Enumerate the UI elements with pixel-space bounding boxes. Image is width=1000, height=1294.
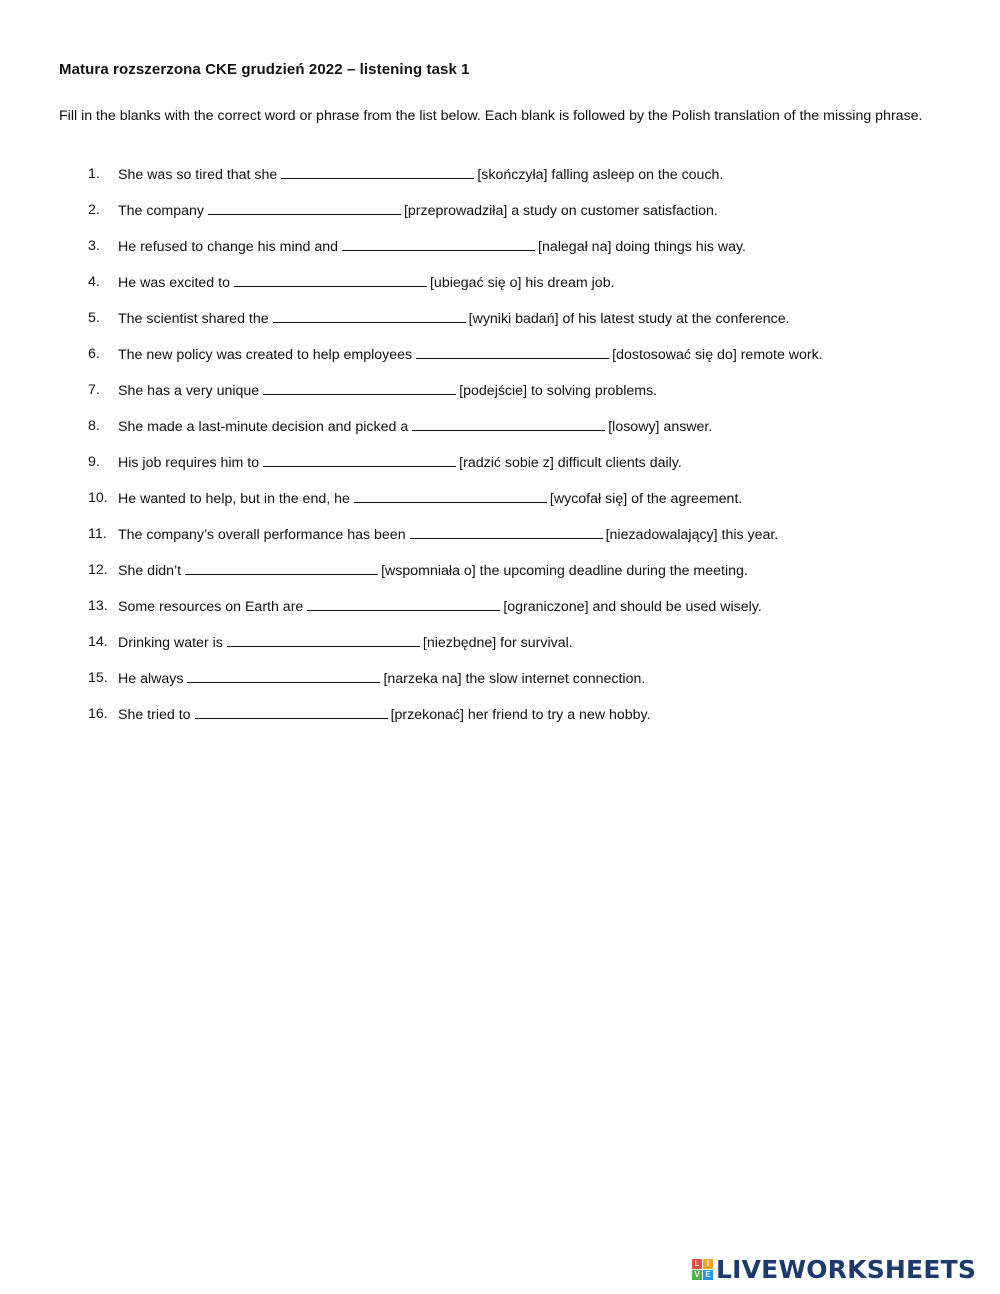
- item-sentence: [118, 559, 748, 582]
- item-number: 14.: [88, 634, 108, 650]
- answer-blank[interactable]: [185, 559, 378, 575]
- sentence-end: [narzeka na] the slow internet connection.: [383, 671, 646, 687]
- item-number: 4.: [88, 274, 100, 290]
- exercise-item: [0, 415, 1000, 451]
- answer-blank[interactable]: [208, 199, 401, 215]
- exercise-item: [0, 631, 1000, 667]
- exercise-item: [0, 379, 1000, 415]
- sentence-start: The scientist shared the: [118, 311, 269, 327]
- item-number: 15.: [88, 670, 108, 686]
- item-number: 1.: [88, 166, 100, 182]
- answer-blank[interactable]: [263, 451, 456, 467]
- logo-mark-icon: [692, 1259, 713, 1280]
- sentence-end: [radzić sobie z] difficult clients daily.: [459, 455, 682, 471]
- item-number: 13.: [88, 598, 108, 614]
- sentence-end: [ubiegać się o] his dream job.: [429, 275, 615, 291]
- item-number: 8.: [88, 418, 100, 434]
- sentence-start: He always: [118, 671, 184, 687]
- item-sentence: [118, 703, 651, 726]
- sentence-end: [podejście] to solving problems.: [459, 383, 658, 399]
- item-sentence: [118, 235, 746, 258]
- sentence-end: [nalegał na] doing things his way.: [538, 239, 747, 255]
- logo-text: LIVEWORKSHEETS: [716, 1254, 977, 1284]
- item-sentence: [118, 199, 718, 222]
- logo-mark-letter: I: [703, 1259, 713, 1269]
- exercise-item: [0, 271, 1000, 307]
- logo-mark-letter: L: [692, 1259, 702, 1269]
- logo-mark-letter: E: [703, 1270, 713, 1280]
- sentence-start: The new policy was created to help employees: [118, 347, 413, 363]
- answer-blank[interactable]: [342, 235, 535, 251]
- sentence-start: Some resources on Earth are: [118, 599, 304, 615]
- item-sentence: [118, 163, 723, 186]
- exercise-item: [0, 163, 1000, 199]
- answer-blank[interactable]: [416, 343, 609, 359]
- item-number: 12.: [88, 562, 108, 578]
- answer-blank[interactable]: [195, 703, 388, 719]
- answer-blank[interactable]: [354, 487, 547, 503]
- exercise-item: [0, 451, 1000, 487]
- sentence-end: [przekonać] her friend to try a new hobby.: [390, 707, 651, 723]
- exercise-item: [0, 703, 1000, 739]
- sentence-start: Drinking water is: [118, 635, 223, 651]
- exercise-item: [0, 307, 1000, 343]
- answer-blank[interactable]: [187, 667, 380, 683]
- exercise-item: [0, 199, 1000, 235]
- answer-blank[interactable]: [412, 415, 605, 431]
- sentence-start: She tried to: [118, 707, 191, 723]
- exercise-list: [0, 163, 1000, 739]
- sentence-end: [niezadowalający] this year.: [605, 527, 779, 543]
- item-number: 5.: [88, 310, 100, 326]
- answer-blank[interactable]: [410, 523, 603, 539]
- sentence-start: The company’s overall performance has been: [118, 527, 406, 543]
- item-sentence: [118, 595, 762, 618]
- exercise-item: [0, 595, 1000, 631]
- item-sentence: [118, 487, 742, 510]
- sentence-end: [wspomniała o] the upcoming deadline during the meeting.: [381, 563, 748, 579]
- item-number: 10.: [88, 490, 108, 506]
- liveworksheets-logo[interactable]: [692, 1256, 976, 1282]
- answer-blank[interactable]: [273, 307, 466, 323]
- item-sentence: [118, 343, 823, 366]
- exercise-item: [0, 487, 1000, 523]
- item-sentence: [118, 307, 790, 330]
- answer-blank[interactable]: [263, 379, 456, 395]
- item-sentence: [118, 379, 657, 402]
- item-number: 16.: [88, 706, 108, 722]
- item-sentence: [118, 523, 778, 546]
- sentence-start: She has a very unique: [118, 383, 260, 399]
- sentence-end: [losowy] answer.: [608, 419, 713, 435]
- item-number: 7.: [88, 382, 100, 398]
- item-sentence: [118, 667, 645, 690]
- answer-blank[interactable]: [281, 163, 474, 179]
- answer-blank[interactable]: [234, 271, 427, 287]
- item-number: 9.: [88, 454, 100, 470]
- sentence-end: [skończyła] falling asleep on the couch.: [477, 167, 724, 183]
- item-sentence: [118, 271, 615, 294]
- sentence-end: [wycofał się] of the agreement.: [549, 491, 743, 507]
- answer-blank[interactable]: [307, 595, 500, 611]
- sentence-end: [niezbędne] for survival.: [422, 635, 573, 651]
- item-sentence: [118, 451, 682, 474]
- sentence-start: He refused to change his mind and: [118, 239, 339, 255]
- sentence-start: The company: [118, 203, 204, 219]
- item-number: 3.: [88, 238, 100, 254]
- item-number: 2.: [88, 202, 100, 218]
- item-number: 6.: [88, 346, 100, 362]
- instructions: Fill in the blanks with the correct word or phrase from the list below. Each blank is followed by the Polish translation of the missing phrase.: [59, 108, 923, 124]
- sentence-start: He wanted to help, but in the end, he: [118, 491, 350, 507]
- item-number: 11.: [88, 526, 107, 542]
- page-title: Matura rozszerzona CKE grudzień 2022 – listening task 1: [59, 61, 470, 78]
- sentence-start: She didn’t: [118, 563, 182, 579]
- sentence-end: [ograniczone] and should be used wisely.: [503, 599, 762, 615]
- item-sentence: [118, 415, 712, 438]
- exercise-item: [0, 523, 1000, 559]
- sentence-end: [przeprowadziła] a study on customer satisfaction.: [403, 203, 718, 219]
- sentence-start: His job requires him to: [118, 455, 260, 471]
- sentence-end: [wyniki badań] of his latest study at the conference.: [468, 311, 790, 327]
- item-sentence: [118, 631, 573, 654]
- exercise-item: [0, 343, 1000, 379]
- exercise-item: [0, 667, 1000, 703]
- sentence-start: He was excited to: [118, 275, 230, 291]
- answer-blank[interactable]: [227, 631, 420, 647]
- logo-mark-letter: V: [692, 1270, 702, 1280]
- exercise-item: [0, 235, 1000, 271]
- sentence-start: She made a last-minute decision and picked a: [118, 419, 409, 435]
- exercise-item: [0, 559, 1000, 595]
- sentence-end: [dostosować się do] remote work.: [612, 347, 823, 363]
- sentence-start: She was so tired that she: [118, 167, 278, 183]
